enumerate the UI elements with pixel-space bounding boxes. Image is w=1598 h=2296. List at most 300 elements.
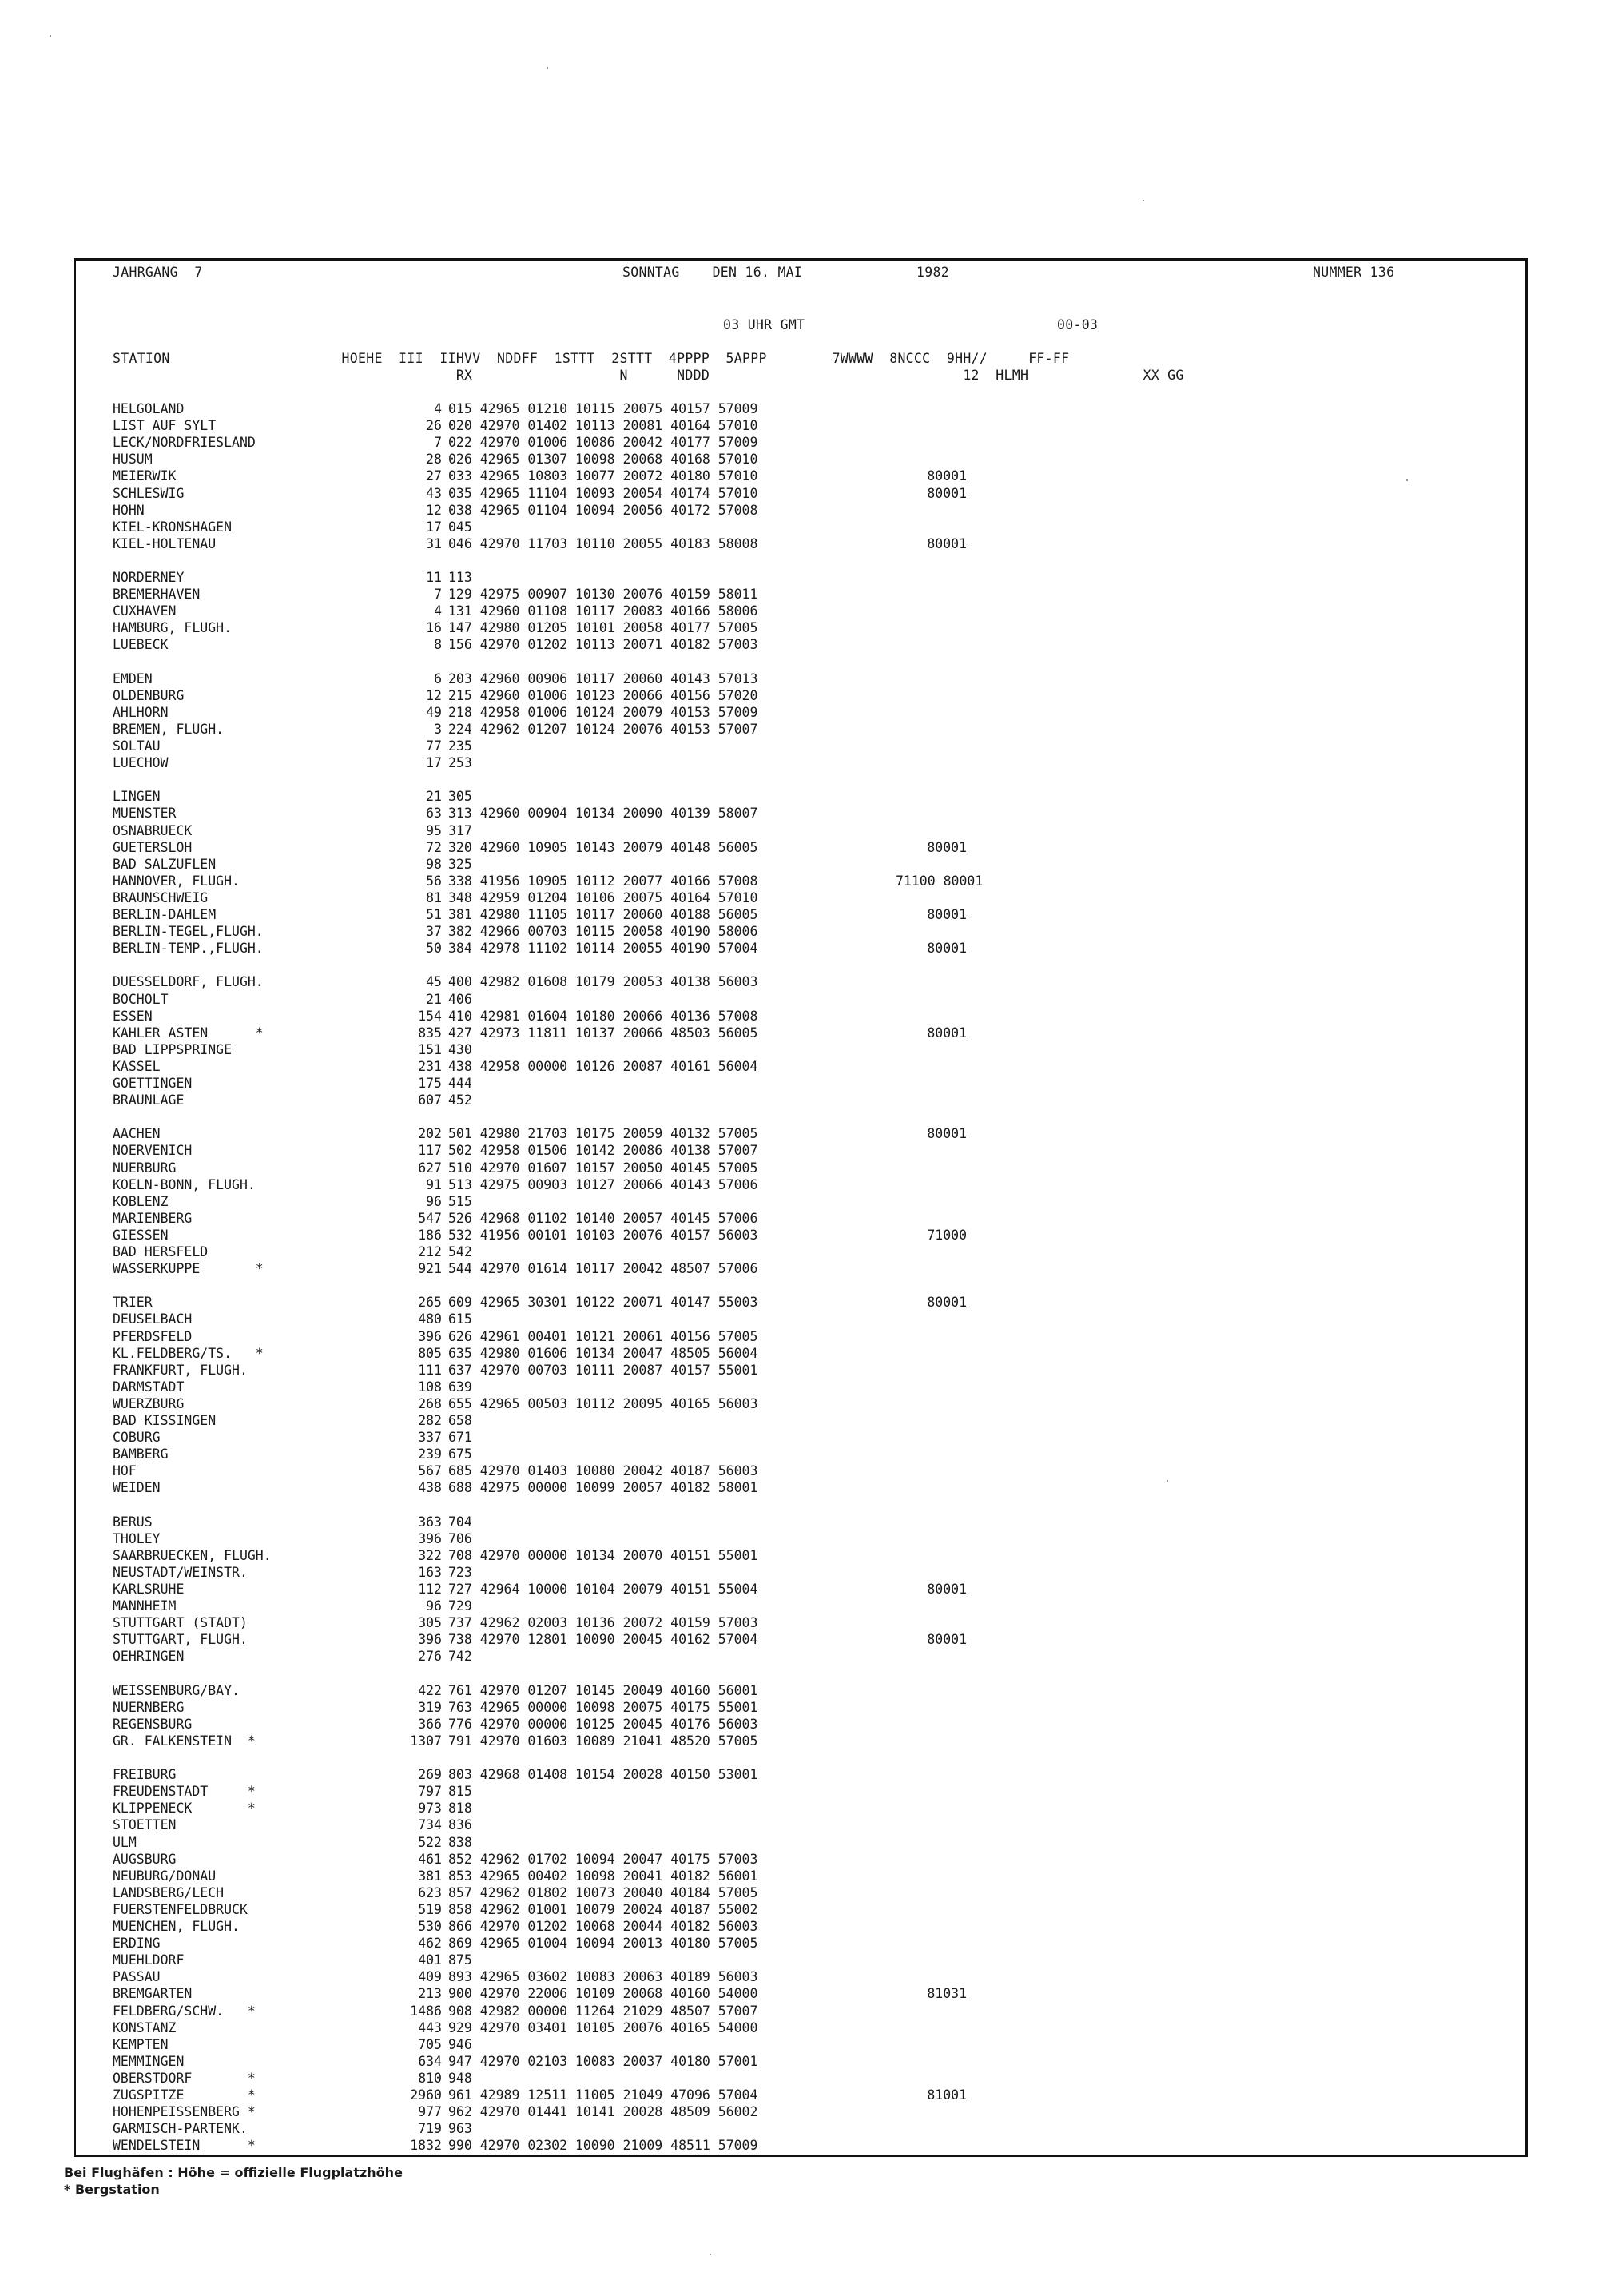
station-row — [76, 687, 1514, 704]
station-row — [76, 1918, 1514, 1935]
station-observation-data: 875 — [448, 1952, 472, 1968]
station-observation-data: 325 — [448, 856, 472, 872]
station-observation-data: 893 42965 03602 10083 20063 40189 56003 — [448, 1969, 758, 1985]
station-name: NORDERNEY — [113, 570, 185, 585]
spacer-row — [76, 1277, 1514, 1294]
station-name: OLDENBURG — [113, 687, 185, 703]
station-height: 422 — [418, 1682, 442, 1698]
station-observation-data: 948 — [448, 2070, 472, 2086]
station-row — [76, 1614, 1514, 1631]
station-name: OEHRINGEN — [113, 1649, 185, 1665]
station-row — [76, 1547, 1514, 1564]
station-row — [76, 1564, 1514, 1581]
station-observation-data: 685 42970 01403 10080 20042 40187 56003 — [448, 1463, 758, 1479]
station-row — [76, 1581, 1514, 1598]
station-row — [76, 434, 1514, 451]
station-observation-data: 113 — [448, 570, 472, 585]
station-row — [76, 721, 1514, 738]
station-row — [76, 1025, 1514, 1041]
station-observation-data: 382 42966 00703 10115 20058 40190 58006 — [448, 924, 758, 940]
station-height: 26 — [426, 418, 442, 434]
station-height: 239 — [418, 1446, 442, 1462]
footnote-airport-height: Bei Flughäfen : Höhe = offizielle Flugplatzhöhe — [64, 2165, 403, 2180]
station-name: HOHN — [113, 502, 145, 518]
station-row — [76, 1868, 1514, 1884]
station-observation-data: 046 42970 11703 10110 20055 40183 58008 — [448, 535, 758, 551]
station-name: KEMPTEN — [113, 2036, 169, 2052]
station-row — [76, 1648, 1514, 1665]
station-observation-data: 869 42965 01004 10094 20013 40180 57005 — [448, 1936, 758, 1952]
station-height: 16 — [426, 620, 442, 636]
station-height: 28 — [426, 452, 442, 468]
station-name: KLIPPENECK * — [113, 1801, 256, 1817]
station-row — [76, 1935, 1514, 1952]
station-observation-data: 947 42970 02103 10083 20037 40180 57001 — [448, 2053, 758, 2069]
station-height: 282 — [418, 1413, 442, 1428]
station-name: GOETTINGEN — [113, 1076, 193, 1091]
station-observation-data: 615 — [448, 1311, 472, 1327]
station-observation-data: 515 — [448, 1193, 472, 1209]
station-height: 530 — [418, 1919, 442, 1934]
station-row — [76, 822, 1514, 839]
station-row — [76, 1244, 1514, 1260]
station-observation-data: 348 42959 01204 10106 20075 40164 57010 — [448, 889, 758, 905]
station-height: 117 — [418, 1143, 442, 1159]
station-observation-data: 857 42962 01802 10073 20040 40184 57005 — [448, 1884, 758, 1900]
scan-speck — [547, 67, 548, 69]
station-row — [76, 2103, 1514, 2120]
station-name: AACHEN — [113, 1126, 161, 1142]
station-name: EMDEN — [113, 670, 153, 686]
station-row — [76, 973, 1514, 990]
station-row — [76, 636, 1514, 653]
spacer-row — [76, 552, 1514, 569]
station-name: BAD LIPPSPRINGE — [113, 1041, 233, 1057]
station-height: 443 — [418, 2019, 442, 2035]
station-observation-data: 776 42970 00000 10125 20045 40176 56003 — [448, 1716, 758, 1732]
station-name: FREUDENSTADT * — [113, 1784, 256, 1800]
station-name: HOHENPEISSENBERG * — [113, 2104, 256, 2120]
station-height: 202 — [418, 1126, 442, 1142]
station-row — [76, 1985, 1514, 2002]
station-observation-data: 444 — [448, 1076, 472, 1091]
station-observation-data: 532 41956 00101 10103 20076 40157 56003 — [448, 1227, 758, 1243]
station-name: OSNABRUECK — [113, 822, 193, 838]
station-height: 8 — [434, 637, 442, 653]
station-observation-data: 729 — [448, 1598, 472, 1614]
station-extra-groups: 80001 — [927, 535, 967, 551]
station-extra-groups: 71100 80001 — [896, 873, 984, 889]
station-name: STUTTGART, FLUGH. — [113, 1632, 248, 1648]
station-name: BAD HERSFELD — [113, 1244, 209, 1259]
station-row — [76, 468, 1514, 484]
station-height: 719 — [418, 2121, 442, 2137]
station-name: OBERSTDORF * — [113, 2070, 256, 2086]
scan-speck — [710, 2254, 711, 2255]
station-observation-data: 526 42968 01102 10140 20057 40145 57006 — [448, 1210, 758, 1226]
station-row — [76, 923, 1514, 940]
station-name: LINGEN — [113, 789, 161, 805]
station-observation-data: 818 — [448, 1801, 472, 1817]
station-row — [76, 1379, 1514, 1395]
station-height: 607 — [418, 1092, 442, 1108]
station-observation-data: 963 — [448, 2121, 472, 2137]
station-height: 186 — [418, 1227, 442, 1243]
station-row — [76, 738, 1514, 754]
station-observation-data: 410 42981 01604 10180 20066 40136 57008 — [448, 1008, 758, 1024]
observation-time-range: 00-03 — [1057, 317, 1099, 332]
station-height: 6 — [434, 670, 442, 686]
station-name: ERDING — [113, 1936, 161, 1952]
station-name: BAD SALZUFLEN — [113, 856, 217, 872]
station-name: KONSTANZ — [113, 2019, 177, 2035]
station-row — [76, 1160, 1514, 1176]
station-name: BRAUNSCHWEIG — [113, 889, 209, 905]
station-name: DUESSELDORF, FLUGH. — [113, 974, 264, 990]
station-row — [76, 889, 1514, 906]
station-height: 921 — [418, 1261, 442, 1277]
station-row — [76, 1058, 1514, 1075]
station-name: NUERNBERG — [113, 1699, 185, 1715]
station-name: LUEBECK — [113, 637, 169, 653]
station-height: 95 — [426, 822, 442, 838]
station-row — [76, 1884, 1514, 1901]
station-name: LIST AUF SYLT — [113, 418, 217, 434]
station-observation-data: 156 42970 01202 10113 20071 40182 57003 — [448, 637, 758, 653]
station-height: 265 — [418, 1295, 442, 1311]
station-name: BREMGARTEN — [113, 1986, 193, 2002]
station-height: 322 — [418, 1547, 442, 1563]
station-name: ULM — [113, 1834, 137, 1850]
station-name: HANNOVER, FLUGH. — [113, 873, 240, 889]
station-row — [76, 586, 1514, 603]
station-observation-data: 706 — [448, 1530, 472, 1546]
station-row — [76, 2053, 1514, 2070]
station-name: STOETTEN — [113, 1817, 177, 1833]
station-observation-data: 737 42962 02003 10136 20072 40159 57003 — [448, 1615, 758, 1631]
station-observation-data: 803 42968 01408 10154 20028 40150 53001 — [448, 1767, 758, 1783]
station-name: MEMMINGEN — [113, 2053, 185, 2069]
station-height: 623 — [418, 1884, 442, 1900]
spacer-row — [76, 1665, 1514, 1682]
station-observation-data: 035 42965 11104 10093 20054 40174 57010 — [448, 485, 758, 501]
station-observation-data: 946 — [448, 2036, 472, 2052]
station-height: 49 — [426, 704, 442, 720]
station-observation-data: 688 42975 00000 10099 20057 40182 58001 — [448, 1480, 758, 1496]
station-name: SCHLESWIG — [113, 485, 185, 501]
station-height: 12 — [426, 502, 442, 518]
scan-speck — [1143, 200, 1144, 201]
station-name: WEISSENBURG/BAY. — [113, 1682, 240, 1698]
station-observation-data: 836 — [448, 1817, 472, 1833]
station-row — [76, 1008, 1514, 1025]
station-name: MUENSTER — [113, 806, 177, 822]
station-row — [76, 1176, 1514, 1193]
observation-time: 03 UHR GMT — [723, 317, 805, 332]
station-name: NOERVENICH — [113, 1143, 193, 1159]
station-row — [76, 1851, 1514, 1868]
station-row — [76, 1142, 1514, 1159]
station-height: 151 — [418, 1041, 442, 1057]
station-name: BERLIN-DAHLEM — [113, 907, 217, 922]
station-extra-groups: 71000 — [927, 1227, 967, 1243]
station-observation-data: 815 — [448, 1784, 472, 1800]
station-row — [76, 1968, 1514, 1985]
station-name: GR. FALKENSTEIN * — [113, 1733, 256, 1749]
station-name: MUEHLDORF — [113, 1952, 185, 1968]
spacer-row — [76, 1108, 1514, 1125]
station-observation-data: 723 — [448, 1564, 472, 1580]
station-row — [76, 1125, 1514, 1142]
station-row — [76, 400, 1514, 417]
scan-speck — [50, 35, 51, 37]
station-row — [76, 1041, 1514, 1058]
station-row — [76, 704, 1514, 721]
station-observation-data: 022 42970 01006 10086 20042 40177 57009 — [448, 435, 758, 451]
station-row — [76, 805, 1514, 822]
station-height: 154 — [418, 1008, 442, 1024]
station-height: 461 — [418, 1851, 442, 1867]
station-extra-groups: 80001 — [927, 941, 967, 957]
station-height: 4 — [434, 401, 442, 416]
station-row — [76, 1733, 1514, 1749]
station-row — [76, 856, 1514, 873]
spacer-row — [76, 957, 1514, 973]
station-height: 519 — [418, 1901, 442, 1917]
station-name: KIEL-HOLTENAU — [113, 535, 217, 551]
station-name: WENDELSTEIN * — [113, 2138, 256, 2154]
station-row — [76, 1446, 1514, 1462]
station-observation-data: 452 — [448, 1092, 472, 1108]
station-observation-data: 791 42970 01603 10089 21041 48520 57005 — [448, 1733, 758, 1749]
report-frame — [74, 258, 1528, 2157]
station-observation-data: 639 — [448, 1379, 472, 1395]
station-extra-groups: 80001 — [927, 1126, 967, 1142]
station-height: 72 — [426, 839, 442, 855]
station-extra-groups: 80001 — [927, 1025, 967, 1041]
station-row — [76, 1395, 1514, 1412]
station-height: 21 — [426, 789, 442, 805]
station-extra-groups: 81031 — [927, 1986, 967, 2002]
station-observation-data: 305 — [448, 789, 472, 805]
station-height: 37 — [426, 924, 442, 940]
station-observation-data: 033 42965 10803 10077 20072 40180 57010 — [448, 468, 758, 484]
station-row — [76, 1345, 1514, 1362]
station-height: 547 — [418, 1210, 442, 1226]
station-observation-data: 542 — [448, 1244, 472, 1259]
station-height: 111 — [418, 1362, 442, 1378]
station-name: KASSEL — [113, 1058, 161, 1074]
station-row — [76, 754, 1514, 771]
station-row — [76, 1817, 1514, 1833]
spacer-row — [76, 771, 1514, 788]
station-name: LUECHOW — [113, 755, 169, 771]
station-observation-data: 320 42960 10905 10143 20079 40148 56005 — [448, 839, 758, 855]
station-height: 977 — [418, 2104, 442, 2120]
station-row — [76, 1260, 1514, 1277]
station-height: 462 — [418, 1936, 442, 1952]
station-observation-data: 235 — [448, 738, 472, 754]
station-height: 567 — [418, 1463, 442, 1479]
station-name: THOLEY — [113, 1530, 161, 1546]
issue-number: NUMMER 136 — [1313, 265, 1395, 280]
station-height: 51 — [426, 907, 442, 922]
station-observation-data: 962 42970 01441 10141 20028 48509 56002 — [448, 2104, 758, 2120]
station-height: 175 — [418, 1076, 442, 1091]
station-row — [76, 2087, 1514, 2103]
station-observation-data: 406 — [448, 991, 472, 1007]
station-observation-data: 853 42965 00402 10098 20041 40182 56001 — [448, 1868, 758, 1884]
station-extra-groups: 80001 — [927, 839, 967, 855]
station-height: 81 — [426, 889, 442, 905]
station-name: NEUBURG/DONAU — [113, 1868, 217, 1884]
station-observation-data: 929 42970 03401 10105 20076 40165 54000 — [448, 2019, 758, 2035]
station-observation-data: 908 42982 00000 11264 21029 48507 57007 — [448, 2003, 758, 2019]
station-row — [76, 1631, 1514, 1648]
station-row — [76, 1479, 1514, 1496]
station-height: 17 — [426, 519, 442, 535]
station-name: FELDBERG/SCHW. * — [113, 2003, 256, 2019]
station-height: 77 — [426, 738, 442, 754]
station-height: 108 — [418, 1379, 442, 1395]
station-observation-data: 866 42970 01202 10068 20044 40182 56003 — [448, 1919, 758, 1934]
station-row — [76, 502, 1514, 519]
station-observation-data: 218 42958 01006 10124 20079 40153 57009 — [448, 704, 758, 720]
station-row — [76, 1682, 1514, 1699]
station-height: 17 — [426, 755, 442, 771]
station-name: NEUSTADT/WEINSTR. — [113, 1564, 248, 1580]
station-name: SOLTAU — [113, 738, 161, 754]
station-height: 522 — [418, 1834, 442, 1850]
column-subheaders: RX N NDDD 12 HLMH XX GG — [113, 368, 1184, 383]
station-height: 337 — [418, 1430, 442, 1446]
station-observation-data: 038 42965 01104 10094 20056 40172 57008 — [448, 502, 758, 518]
station-observation-data: 742 — [448, 1649, 472, 1665]
footnote-mountain-station: * Bergstation — [64, 2182, 160, 2197]
station-name: AHLHORN — [113, 704, 169, 720]
station-row — [76, 1699, 1514, 1716]
station-row — [76, 1800, 1514, 1817]
station-name: STUTTGART (STADT) — [113, 1615, 248, 1631]
station-extra-groups: 80001 — [927, 468, 967, 484]
station-observation-data: 675 — [448, 1446, 472, 1462]
station-row — [76, 1412, 1514, 1429]
station-row — [76, 940, 1514, 957]
station-name: HAMBURG, FLUGH. — [113, 620, 233, 636]
station-name: GUETERSLOH — [113, 839, 193, 855]
station-height: 12 — [426, 687, 442, 703]
station-name: REGENSBURG — [113, 1716, 193, 1732]
station-height: 63 — [426, 806, 442, 822]
station-observation-data: 400 42982 01608 10179 20053 40138 56003 — [448, 974, 758, 990]
station-row — [76, 1598, 1514, 1614]
station-height: 96 — [426, 1598, 442, 1614]
station-height: 1486 — [410, 2003, 442, 2019]
station-name: MEIERWIK — [113, 468, 177, 484]
station-row — [76, 519, 1514, 535]
station-height: 396 — [418, 1530, 442, 1546]
station-height: 7 — [434, 587, 442, 603]
station-height: 50 — [426, 941, 442, 957]
station-row — [76, 2120, 1514, 2137]
station-observation-data: 727 42964 10000 10104 20079 40151 55004 — [448, 1582, 758, 1597]
station-row — [76, 906, 1514, 923]
station-row — [76, 1952, 1514, 1968]
station-height: 27 — [426, 468, 442, 484]
station-name: PFERDSFELD — [113, 1328, 193, 1344]
station-height: 396 — [418, 1328, 442, 1344]
station-observation-data: 738 42970 12801 10090 20045 40162 57004 — [448, 1632, 758, 1648]
station-observation-data: 510 42970 01607 10157 20050 40145 57005 — [448, 1160, 758, 1176]
station-observation-data: 338 41956 10905 10112 20077 40166 57008 — [448, 873, 758, 889]
station-extra-groups: 80001 — [927, 1582, 967, 1597]
station-name: LANDSBERG/LECH — [113, 1884, 225, 1900]
station-observation-data: 313 42960 00904 10134 20090 40139 58007 — [448, 806, 758, 822]
station-height: 4 — [434, 603, 442, 619]
station-row — [76, 1362, 1514, 1379]
station-observation-data: 671 — [448, 1430, 472, 1446]
station-height: 112 — [418, 1582, 442, 1597]
station-row — [76, 1514, 1514, 1530]
station-row — [76, 873, 1514, 889]
station-name: MUENCHEN, FLUGH. — [113, 1919, 240, 1934]
station-height: 734 — [418, 1817, 442, 1833]
station-name: BREMEN, FLUGH. — [113, 721, 225, 737]
station-name: BREMERHAVEN — [113, 587, 201, 603]
station-observation-data: 317 — [448, 822, 472, 838]
station-height: 634 — [418, 2053, 442, 2069]
station-height: 163 — [418, 1564, 442, 1580]
station-height: 3 — [434, 721, 442, 737]
station-height: 21 — [426, 991, 442, 1007]
station-height: 213 — [418, 1986, 442, 2002]
station-observation-data: 253 — [448, 755, 472, 771]
station-row — [76, 1193, 1514, 1210]
station-row — [76, 1294, 1514, 1311]
station-height: 797 — [418, 1784, 442, 1800]
station-name: MARIENBERG — [113, 1210, 193, 1226]
station-height: 1307 — [410, 1733, 442, 1749]
station-row — [76, 991, 1514, 1008]
station-row — [76, 2070, 1514, 2087]
station-observation-data: 544 42970 01614 10117 20042 48507 57006 — [448, 1261, 758, 1277]
station-name: KOBLENZ — [113, 1193, 169, 1209]
station-name: LECK/NORDFRIESLAND — [113, 435, 256, 451]
station-observation-data: 015 42965 01210 10115 20075 40157 57009 — [448, 401, 758, 416]
station-height: 705 — [418, 2036, 442, 2052]
station-height: 268 — [418, 1395, 442, 1411]
station-height: 269 — [418, 1767, 442, 1783]
scan-speck — [1167, 1480, 1168, 1482]
station-extra-groups: 81001 — [927, 2087, 967, 2103]
station-height: 409 — [418, 1969, 442, 1985]
station-name: WASSERKUPPE * — [113, 1261, 264, 1277]
station-name: DEUSELBACH — [113, 1311, 193, 1327]
station-height: 7 — [434, 435, 442, 451]
station-height: 480 — [418, 1311, 442, 1327]
station-height: 45 — [426, 974, 442, 990]
station-observation-data: 637 42970 00703 10111 20087 40157 55001 — [448, 1362, 758, 1378]
station-height: 363 — [418, 1514, 442, 1530]
station-height: 1832 — [410, 2138, 442, 2154]
station-row — [76, 2003, 1514, 2019]
station-observation-data: 858 42962 01001 10079 20024 40187 55002 — [448, 1901, 758, 1917]
station-name: MANNHEIM — [113, 1598, 177, 1614]
station-height: 366 — [418, 1716, 442, 1732]
station-name: BOCHOLT — [113, 991, 169, 1007]
station-name: BERLIN-TEGEL,FLUGH. — [113, 924, 264, 940]
station-observation-data: 224 42962 01207 10124 20076 40153 57007 — [448, 721, 758, 737]
